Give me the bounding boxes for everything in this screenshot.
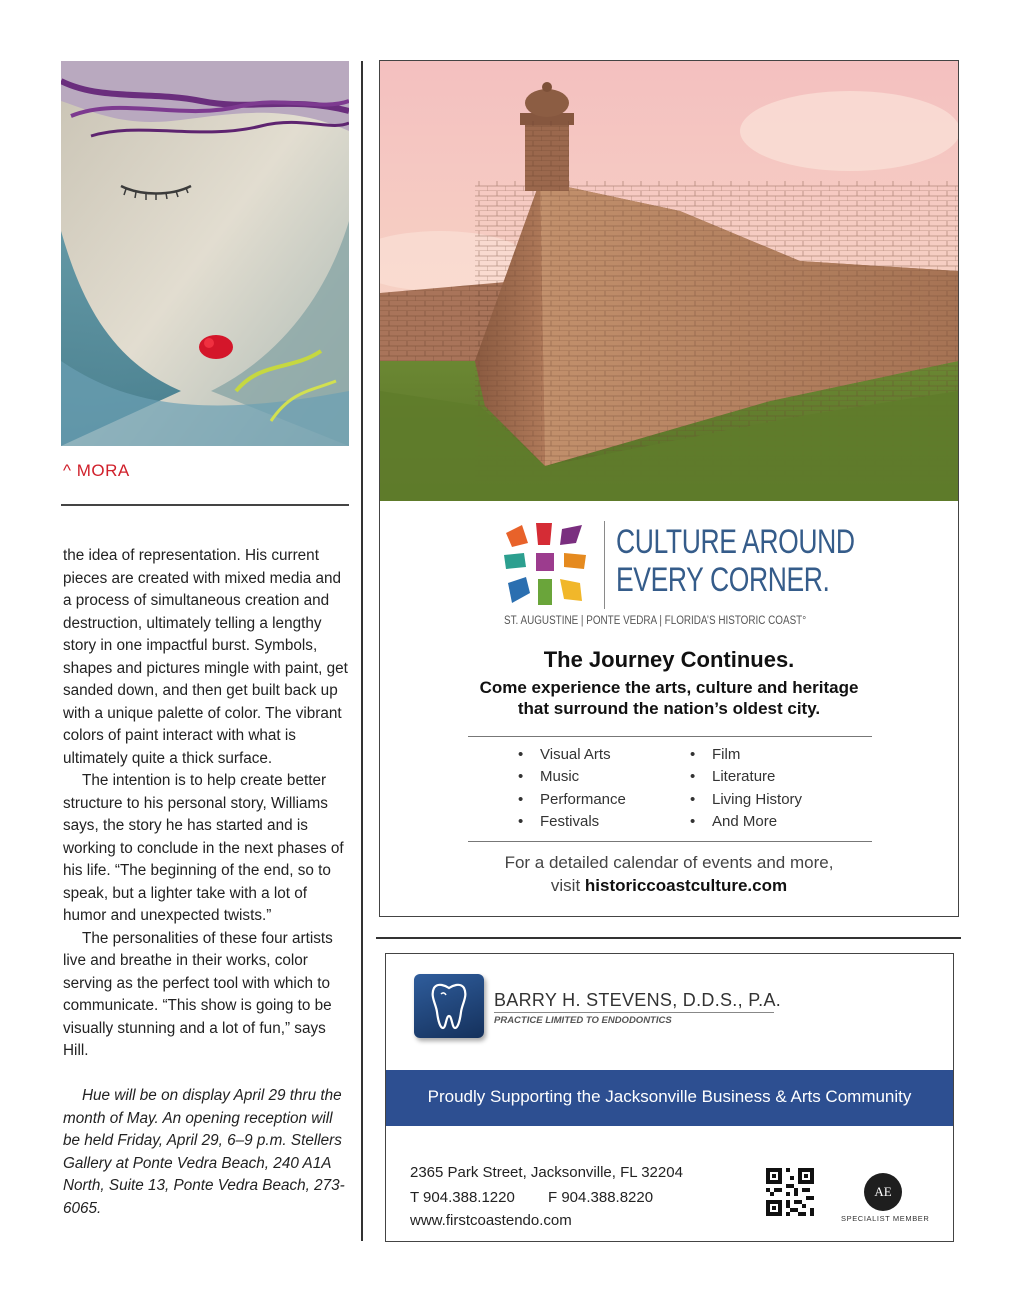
tooth-icon <box>414 974 484 1038</box>
article-paragraph: The intention is to help create better structure to his personal story, Williams says, the story he has started and is working to conclude in the next phases of his life. “The beginning of the end, so to speak, but a lighter take with a lot of humor and unexpected twists.” <box>63 772 344 924</box>
list-item: • Literature <box>690 768 776 785</box>
banner-text: Proudly Supporting the Jacksonville Business & Arts Community <box>427 1087 912 1106</box>
article-body <box>63 545 351 1220</box>
badge-caption: SPECIALIST MEMBER <box>841 1214 930 1223</box>
article-paragraph: the idea of representation. His current pieces are created with mixed media and a process of simultaneous creation and destruction, ultimately telling a lengthy story in one impactful burst. Symbols, shapes and pictures mingle with paint, get sanded down, and then get built back up with a unique palette of color. The vibrant colors of paint interact with what is ultimately quite a thick surface. <box>63 547 348 767</box>
culture-ad[interactable] <box>379 60 959 917</box>
journey-title: The Journey Continues. <box>543 647 795 672</box>
article-paragraph: The personalities of these four artists live and breathe in their works, color serving as the perfect tool with which to communicate. “This show is going to be visually stunning and a lot of fun,” says Hill. <box>63 929 333 1059</box>
dental-ad[interactable] <box>385 953 954 1242</box>
practice-name: BARRY H. STEVENS, D.D.S., P.A. <box>494 990 782 1010</box>
region-line: ST. AUGUSTINE | PONTE VEDRA | FLORIDA’S HISTORIC COAST° <box>504 615 807 627</box>
ae-badge-icon: AE <box>864 1173 902 1211</box>
list-divider <box>468 841 872 842</box>
list-item: • Music <box>518 768 580 785</box>
practice-website[interactable]: www.firstcoastendo.com <box>410 1212 572 1229</box>
practice-phone: T 904.388.1220 <box>410 1189 515 1206</box>
culture-website-link[interactable]: historiccoastculture.com <box>584 876 788 895</box>
list-item: • Festivals <box>518 813 600 830</box>
culture-logo-icon <box>502 521 588 607</box>
ad-headline: EVERY CORNER. <box>616 561 830 599</box>
fort-photo <box>380 61 958 501</box>
caption-divider <box>61 504 349 506</box>
mora-painting <box>61 61 349 446</box>
ad-headline: CULTURE AROUND <box>616 523 855 561</box>
practice-address: 2365 Park Street, Jacksonville, FL 32204 <box>410 1164 683 1181</box>
qr-code-icon[interactable] <box>766 1168 814 1216</box>
ad-subtitle: that surround the nation’s oldest city. <box>517 699 821 718</box>
event-note: Hue will be on display April 29 thru the month of May. An opening reception will be held Friday, April 29, 6–9 p.m. Stellers Gallery at Ponte Vedra Beach, 240 A1A North, Suite 13, Ponte Vedra Beach, 273-6065. <box>63 1087 345 1217</box>
list-item: • And More <box>690 813 778 830</box>
ad-subtitle: Come experience the arts, culture and heritage <box>479 678 859 697</box>
name-underline <box>494 1012 774 1013</box>
image-caption: ^ MORA <box>63 461 130 480</box>
list-divider <box>468 736 872 737</box>
ad-divider <box>376 937 961 939</box>
list-item: • Performance <box>518 791 626 808</box>
ad-footer: visit historiccoastculture.com <box>550 876 788 895</box>
ad-footer: For a detailed calendar of events and more, <box>504 853 834 872</box>
list-item: • Visual Arts <box>518 746 611 763</box>
practice-fax: F 904.388.8220 <box>548 1189 654 1206</box>
column-divider <box>361 61 363 1241</box>
practice-subtitle: PRACTICE LIMITED TO ENDODONTICS <box>494 1015 672 1026</box>
logo-divider <box>604 521 605 609</box>
list-item: • Living History <box>690 791 803 808</box>
list-item: • Film <box>690 746 741 763</box>
